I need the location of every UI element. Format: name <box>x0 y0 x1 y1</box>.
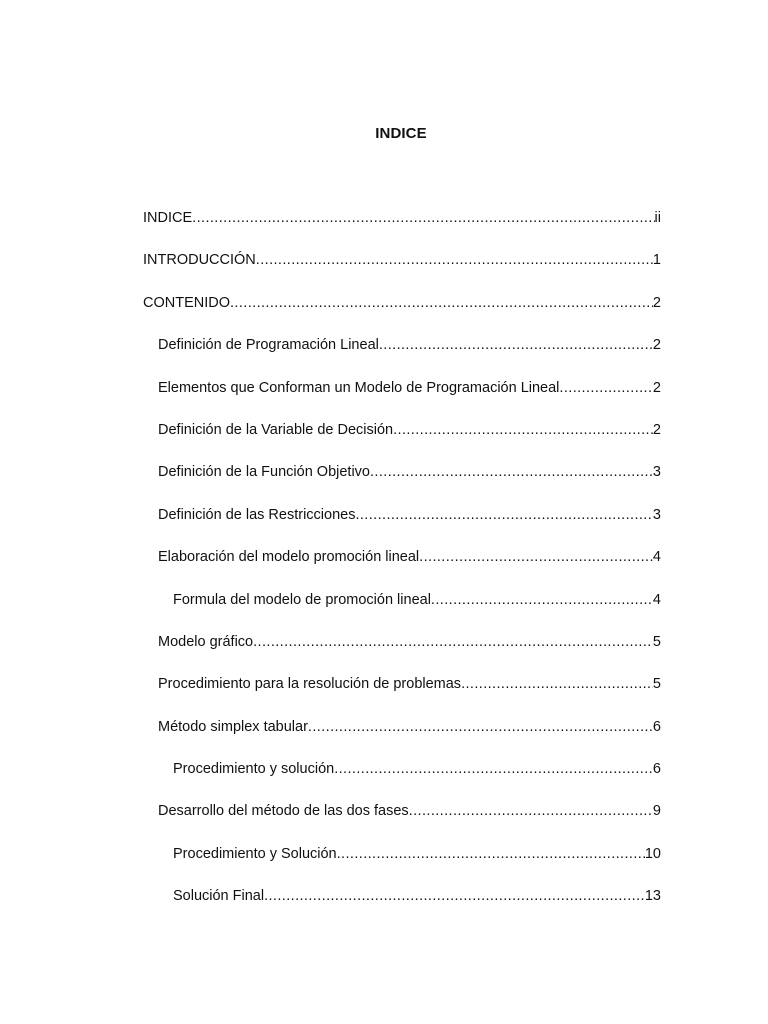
toc-entry[interactable] <box>143 419 661 461</box>
toc-entry-label: CONTENIDO <box>143 294 230 311</box>
toc-entry-label: Método simplex tabular <box>158 718 308 735</box>
toc-entry-page-number: 4 <box>652 591 661 608</box>
toc-entry[interactable] <box>143 504 661 546</box>
toc-dot-leader <box>461 673 653 695</box>
toc-entry-page-number: 6 <box>652 761 661 778</box>
table-of-contents <box>143 207 661 928</box>
toc-entry-page-number: 3 <box>652 464 661 481</box>
toc-entry-page-number: 2 <box>652 421 661 438</box>
toc-entry-label: Procedimiento y solución <box>173 761 335 778</box>
toc-entry-label: INTRODUCCIÓN <box>143 252 256 269</box>
toc-entry-label: Formula del modelo de promoción lineal <box>173 591 431 608</box>
toc-dot-leader <box>393 419 653 441</box>
toc-dot-leader <box>355 504 652 526</box>
toc-entry-label: Procedimiento para la resolución de problemas <box>158 676 462 693</box>
toc-dot-leader <box>192 207 654 229</box>
toc-dot-leader <box>230 292 653 314</box>
toc-entry-label: Definición de las Restricciones <box>158 506 356 523</box>
toc-entry[interactable] <box>143 589 661 631</box>
toc-entry-page-number: 9 <box>652 803 661 820</box>
toc-entry-label: Elaboración del modelo promoción lineal <box>158 549 420 566</box>
toc-entry-page-number: 10 <box>644 845 661 862</box>
toc-entry-page-number: 2 <box>652 337 661 354</box>
toc-entry-page-number: 5 <box>652 676 661 693</box>
toc-dot-leader <box>337 843 645 865</box>
toc-dot-leader <box>308 716 653 738</box>
toc-entry-page-number: 2 <box>652 379 661 396</box>
toc-entry-page-number: 3 <box>652 506 661 523</box>
toc-entry-label: Procedimiento y Solución <box>173 845 337 862</box>
toc-entry-label: Modelo gráfico <box>158 633 254 650</box>
toc-entry-page-number: 6 <box>652 718 661 735</box>
toc-entry-label: Desarrollo del método de las dos fases <box>158 803 409 820</box>
toc-dot-leader <box>256 249 653 271</box>
toc-dot-leader <box>334 758 653 780</box>
toc-dot-leader <box>370 461 653 483</box>
toc-dot-leader <box>253 631 653 653</box>
toc-entry-label: Definición de la Variable de Decisión <box>158 421 394 438</box>
toc-dot-leader <box>264 885 645 907</box>
toc-entry[interactable] <box>143 673 661 715</box>
toc-entry[interactable] <box>143 631 661 673</box>
toc-entry-label: Elementos que Conforman un Modelo de Programación Lineal <box>158 379 560 396</box>
toc-dot-leader <box>409 800 653 822</box>
toc-dot-leader <box>431 589 653 611</box>
toc-dot-leader <box>379 334 653 356</box>
toc-entry[interactable] <box>143 546 661 588</box>
toc-entry-page-number: 5 <box>652 633 661 650</box>
toc-entry-label: Definición de Programación Lineal <box>158 337 379 354</box>
toc-entry-page-number: 1 <box>652 252 661 269</box>
toc-dot-leader <box>559 377 653 399</box>
toc-entry[interactable] <box>143 885 661 927</box>
toc-entry-label: Definición de la Función Objetivo <box>158 464 370 481</box>
toc-entry[interactable] <box>143 758 661 800</box>
toc-entry-label: Solución Final <box>173 888 265 905</box>
toc-entry[interactable] <box>143 207 661 249</box>
toc-entry[interactable] <box>143 716 661 758</box>
toc-entry-label: INDICE <box>143 210 193 226</box>
toc-entry-page-number: 2 <box>652 294 661 311</box>
toc-entry-page-number: 4 <box>652 549 661 566</box>
toc-entry-page-number: ii <box>654 210 661 226</box>
toc-entry[interactable] <box>143 461 661 503</box>
toc-entry[interactable] <box>143 843 661 885</box>
page-title: INDICE <box>375 125 427 142</box>
toc-entry[interactable] <box>143 334 661 376</box>
toc-entry[interactable] <box>143 800 661 842</box>
toc-dot-leader <box>419 546 653 568</box>
toc-entry[interactable] <box>143 292 661 334</box>
toc-entry[interactable] <box>143 377 661 419</box>
toc-entry-page-number: 13 <box>644 888 661 905</box>
toc-entry[interactable] <box>143 249 661 291</box>
